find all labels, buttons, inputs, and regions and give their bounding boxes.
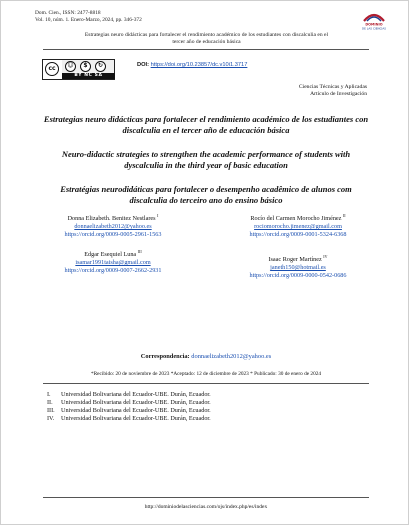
correspondence-line xyxy=(43,353,369,360)
footer-url[interactable]: http://dominiodelasciencias.com/ojs/index.php/es/index xyxy=(144,504,268,510)
author-email[interactable]: donnaelizabeth2012@yahoo.es xyxy=(74,223,152,231)
article-type: Artículo de Investigación xyxy=(310,91,367,98)
title-portuguese: Estratégias neurodidáticas para fortalecer o desempenho acadêmico de alunos com discalculia do terceiro ano do ensino básico xyxy=(60,184,352,205)
volume-line: Vol. 10, núm. 1. Enero-Marzo, 2024, pp. 346-372 xyxy=(35,17,142,24)
publication-dates: *Recibido: 20 de noviembre de 2023 *Aceptado: 12 de diciembre de 2023 * Publicado: 30 de enero de 2024 xyxy=(90,371,322,377)
author-1 xyxy=(33,212,193,239)
journal-logo-icon xyxy=(361,7,387,31)
license-band: BY NC SA xyxy=(62,73,115,79)
cc-license-badge[interactable] xyxy=(42,59,115,80)
cc-icon: cc xyxy=(45,62,59,76)
author-4 xyxy=(213,253,383,280)
logo-text-2: DE LAS CIENCIAS xyxy=(361,26,387,31)
sa-share-icon: ↻ xyxy=(95,61,106,72)
issn-line: Dom. Cien., ISSN: 2477-8818 xyxy=(35,10,101,16)
dates-divider xyxy=(43,383,369,384)
doi-label: DOI: xyxy=(137,62,150,68)
author-orcid[interactable]: https://orcid.org/0009-0007-2662-2931 xyxy=(64,267,162,275)
affiliation-1: I. Universidad Bolivariana del Ecuador-UBE. Durán, Ecuador. xyxy=(47,391,211,398)
affiliation-2: II. Universidad Bolivariana del Ecuador-UBE. Durán, Ecuador. xyxy=(47,399,211,406)
section-area: Ciencias Técnicas y Aplicadas xyxy=(298,84,367,90)
title-spanish: Estrategias neuro didácticas para fortalecer el rendimiento académico de los estudiantes con discalculia en el tercer año de educación básica xyxy=(43,114,369,135)
correspondence-label: Correspondencia: xyxy=(140,353,190,360)
author-orcid[interactable]: https://orcid.org/0009-0001-5324-6368 xyxy=(249,231,347,239)
affiliation-4: IV. Universidad Bolivariana del Ecuador-UBE. Durán, Ecuador. xyxy=(47,415,211,422)
affiliation-3: III. Universidad Bolivariana del Ecuador-UBE. Durán, Ecuador. xyxy=(47,407,211,414)
doi-link[interactable]: https://doi.org/10.23857/dc.v10i1.3717 xyxy=(150,62,248,68)
author-orcid[interactable]: https://orcid.org/0009-0000-0542-0686 xyxy=(249,272,347,280)
author-email[interactable]: rociomorocho.jimenez@gmail.com xyxy=(254,223,342,231)
by-person-icon: ☺ xyxy=(65,61,76,72)
author-name: Donna Elizabeth. Benitez Nestlares $^I$ xyxy=(67,213,159,223)
author-orcid[interactable]: https://orcid.org/0009-0005-2961-1563 xyxy=(64,231,162,239)
doi-line xyxy=(137,62,247,68)
author-3 xyxy=(33,248,193,275)
correspondence-email[interactable]: donnaelizabeth2012@yahoo.es xyxy=(191,353,272,360)
running-title xyxy=(43,32,370,46)
author-name: Rocío del Carmen Morocho Jiménez $^{II}$ xyxy=(250,213,346,223)
author-2 xyxy=(213,212,383,239)
author-email[interactable]: isamar1991taisha@gmail.com xyxy=(75,259,151,267)
logo-text-1: DOMINIO xyxy=(365,22,383,27)
author-name: Edgar Esequiel Luna $^{III}$ xyxy=(84,249,142,259)
running-title-line-2: tercer año de educación básica xyxy=(172,39,241,46)
header-divider xyxy=(43,49,369,50)
running-title-line-1: Estrategias neuro didácticas para fortalecer el rendimiento académico de los estudiantes con discalculia en el xyxy=(84,32,329,38)
nc-dollar-icon: $ xyxy=(80,61,91,72)
journal-header xyxy=(35,10,142,25)
title-english: Neuro-didactic strategies to strengthen the academic performance of students with dyscalculia in the third year of basic education xyxy=(61,149,351,170)
footer-divider xyxy=(43,497,369,498)
author-email[interactable]: janeth150@hotmail.es xyxy=(270,264,326,272)
author-name: Isaac Roger Martínez $^{IV}$ xyxy=(268,254,328,264)
article-section xyxy=(201,84,367,99)
